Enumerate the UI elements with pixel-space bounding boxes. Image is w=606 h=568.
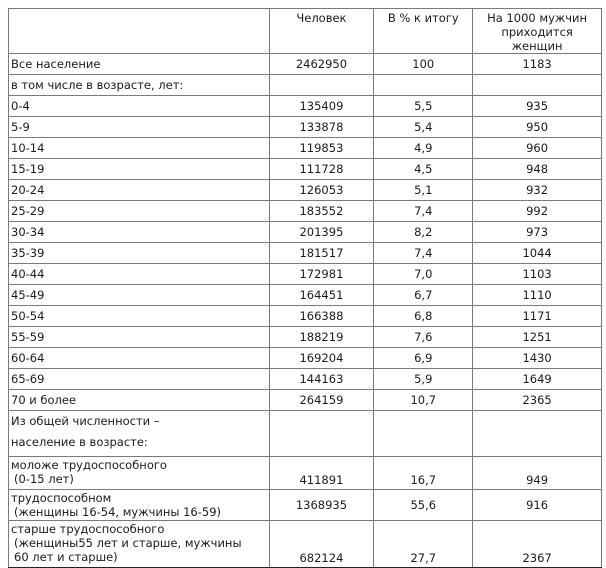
age-people: 144163 [269, 369, 374, 390]
age-ratio: 1251 [473, 327, 602, 348]
working-age-label-line: (0-15 лет) [14, 472, 74, 486]
age-row [9, 264, 602, 285]
age-ratio: 2365 [473, 390, 602, 411]
age-ratio: 960 [473, 138, 602, 159]
age-ratio: 973 [473, 222, 602, 243]
age-row [9, 138, 602, 159]
header-row [9, 9, 602, 54]
age-label: 65-69 [9, 369, 270, 390]
age-percent: 7,4 [374, 243, 473, 264]
age-people: 201395 [269, 222, 374, 243]
working-section-line1: Из общей численности – [11, 414, 160, 428]
age-ratio: 932 [473, 180, 602, 201]
age-people: 166388 [269, 306, 374, 327]
empty-cell [269, 75, 374, 96]
age-ratio: 935 [473, 96, 602, 117]
age-percent: 6,7 [374, 285, 473, 306]
age-ratio: 1044 [473, 243, 602, 264]
age-row [9, 306, 602, 327]
age-people: 264159 [269, 390, 374, 411]
age-row [9, 285, 602, 306]
age-percent: 5,1 [374, 180, 473, 201]
age-ratio: 1171 [473, 306, 602, 327]
age-people: 188219 [269, 327, 374, 348]
working-age-row [9, 521, 602, 568]
age-row [9, 180, 602, 201]
age-percent: 6,8 [374, 306, 473, 327]
age-label: 40-44 [9, 264, 270, 285]
age-people: 181517 [269, 243, 374, 264]
working-section-label [9, 411, 270, 457]
age-ratio: 950 [473, 117, 602, 138]
age-ratio: 1103 [473, 264, 602, 285]
working-age-label-line: трудоспособном [11, 491, 112, 505]
age-ratio: 1649 [473, 369, 602, 390]
empty-cell [473, 411, 602, 457]
age-people: 119853 [269, 138, 374, 159]
age-label: 30-34 [9, 222, 270, 243]
age-people: 135409 [269, 96, 374, 117]
age-row [9, 243, 602, 264]
age-row [9, 327, 602, 348]
age-label: 5-9 [9, 117, 270, 138]
header-ratio-line1: На 1000 мужчин [487, 11, 588, 25]
age-row [9, 159, 602, 180]
empty-cell [269, 411, 374, 457]
working-age-people: 1368935 [269, 490, 374, 521]
working-age-ratio: 2367 [473, 521, 602, 568]
header-people: Человек [269, 9, 374, 54]
age-section-label: в том числе в возрасте, лет: [9, 75, 270, 96]
header-percent: В % к итогу [374, 9, 473, 54]
population-table [8, 8, 602, 568]
age-label: 0-4 [9, 96, 270, 117]
working-age-label-line: 60 лет и старше) [14, 550, 118, 564]
total-row [9, 54, 602, 75]
working-age-label-line: моложе трудоспособного [11, 458, 167, 472]
age-row [9, 348, 602, 369]
age-row [9, 222, 602, 243]
empty-cell [374, 411, 473, 457]
working-section-line2: население в возрасте: [11, 435, 148, 449]
header-empty [9, 9, 270, 54]
age-percent: 7,6 [374, 327, 473, 348]
empty-cell [374, 75, 473, 96]
age-percent: 5,5 [374, 96, 473, 117]
working-age-label-line: старше трудоспособного [11, 522, 165, 536]
age-people: 183552 [269, 201, 374, 222]
age-label: 20-24 [9, 180, 270, 201]
working-age-row [9, 457, 602, 490]
age-label: 25-29 [9, 201, 270, 222]
age-percent: 4,5 [374, 159, 473, 180]
age-row [9, 201, 602, 222]
age-percent: 6,9 [374, 348, 473, 369]
working-age-ratio: 949 [473, 457, 602, 490]
age-ratio: 992 [473, 201, 602, 222]
working-age-people: 411891 [269, 457, 374, 490]
age-ratio: 1430 [473, 348, 602, 369]
working-age-label [9, 490, 270, 521]
age-percent: 5,4 [374, 117, 473, 138]
header-ratio-line2: приходится женщин [501, 25, 573, 53]
working-age-label [9, 457, 270, 490]
age-percent: 5,9 [374, 369, 473, 390]
age-label: 60-64 [9, 348, 270, 369]
age-ratio: 948 [473, 159, 602, 180]
age-label: 15-19 [9, 159, 270, 180]
total-people: 2462950 [269, 54, 374, 75]
age-label: 10-14 [9, 138, 270, 159]
total-label: Все население [9, 54, 270, 75]
age-row [9, 96, 602, 117]
age-percent: 7,4 [374, 201, 473, 222]
working-age-label-line: (женщины55 лет и старше, мужчины [14, 536, 242, 550]
working-section-row [9, 411, 602, 457]
working-age-label [9, 521, 270, 568]
working-age-row [9, 490, 602, 521]
age-label: 70 и более [9, 390, 270, 411]
age-percent: 4,9 [374, 138, 473, 159]
age-people: 111728 [269, 159, 374, 180]
age-row [9, 117, 602, 138]
empty-cell [473, 75, 602, 96]
working-age-ratio: 916 [473, 490, 602, 521]
age-ratio: 1110 [473, 285, 602, 306]
age-label: 55-59 [9, 327, 270, 348]
age-people: 172981 [269, 264, 374, 285]
age-people: 169204 [269, 348, 374, 369]
age-label: 50-54 [9, 306, 270, 327]
working-age-percent: 55,6 [374, 490, 473, 521]
working-age-percent: 16,7 [374, 457, 473, 490]
age-row [9, 369, 602, 390]
age-percent: 8,2 [374, 222, 473, 243]
age-people: 164451 [269, 285, 374, 306]
total-percent: 100 [374, 54, 473, 75]
header-ratio [473, 9, 602, 54]
age-people: 126053 [269, 180, 374, 201]
age-section-row [9, 75, 602, 96]
total-ratio: 1183 [473, 54, 602, 75]
age-percent: 7,0 [374, 264, 473, 285]
age-label: 35-39 [9, 243, 270, 264]
age-row [9, 390, 602, 411]
age-percent: 10,7 [374, 390, 473, 411]
working-age-label-line: (женщины 16-54, мужчины 16-59) [14, 505, 221, 519]
working-age-percent: 27,7 [374, 521, 473, 568]
working-age-people: 682124 [269, 521, 374, 568]
age-people: 133878 [269, 117, 374, 138]
age-label: 45-49 [9, 285, 270, 306]
